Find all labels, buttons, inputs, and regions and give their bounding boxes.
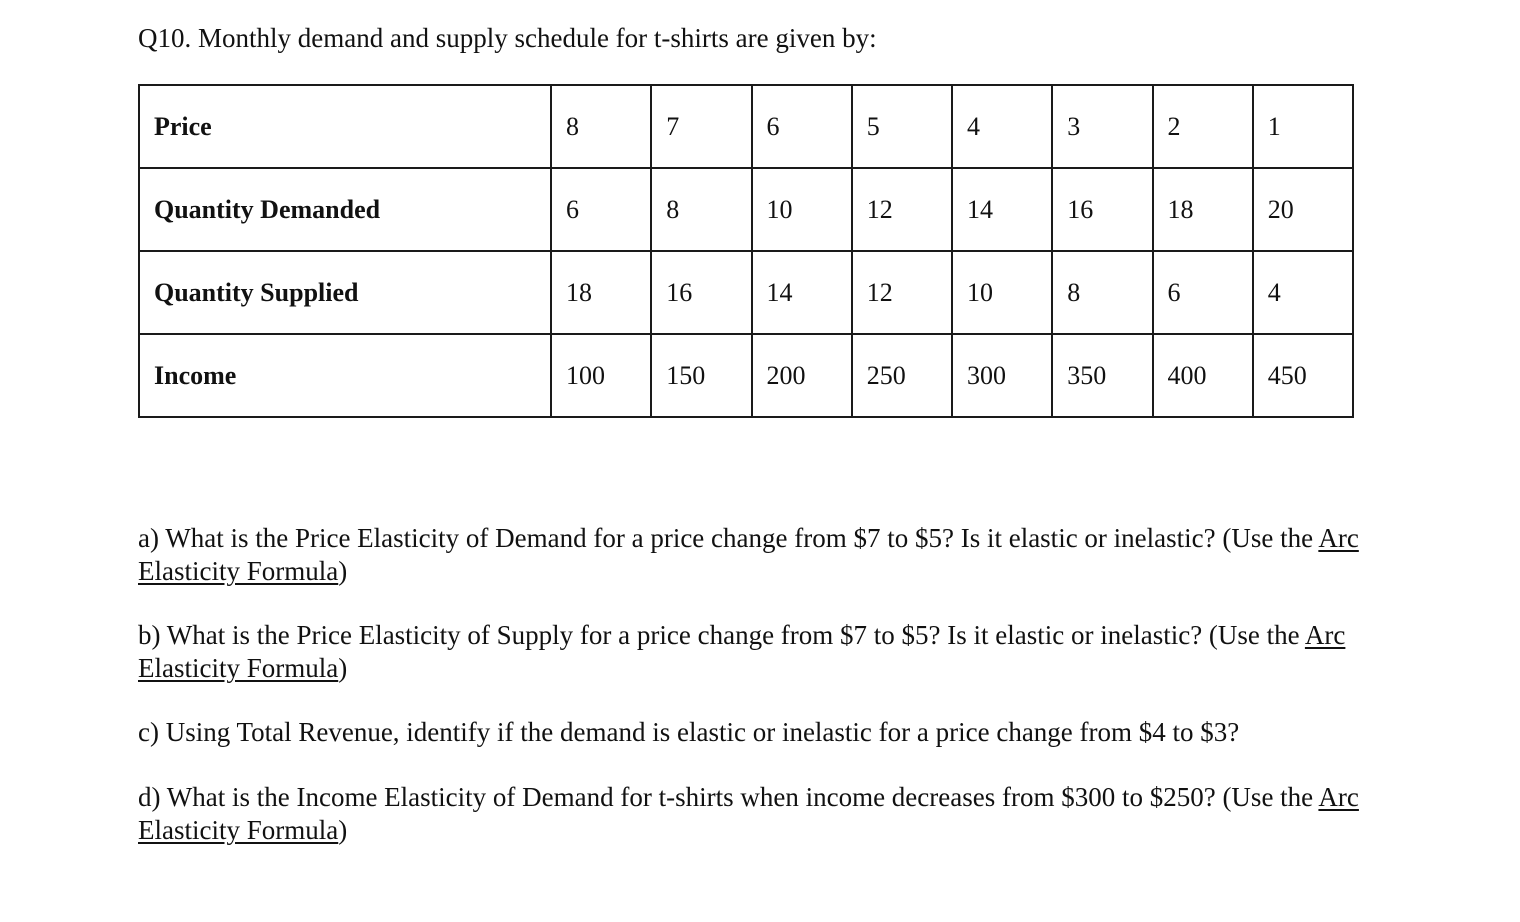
table-cell: 450 [1253,334,1353,417]
table-cell: 200 [752,334,852,417]
table-cell: 6 [551,168,651,251]
table-cell: 18 [1153,168,1253,251]
table-cell: 7 [651,85,751,168]
table-row [139,251,1353,334]
table-cell: 12 [852,168,952,251]
question-d-text: d) What is the Income Elasticity of Demand for t-shirts when income decreases from $300 to $250? (Use the [138,782,1319,812]
table-row [139,85,1353,168]
table-row [139,168,1353,251]
table-cell: 6 [1153,251,1253,334]
table-cell: 14 [752,251,852,334]
table-cell: 250 [852,334,952,417]
question-d-tail: ) [338,815,348,845]
question-b-formula: Arc Elasticity Formula [138,620,1346,683]
table-cell: 12 [852,251,952,334]
table-cell: 2 [1153,85,1253,168]
table-cell: 20 [1253,168,1353,251]
question-a-formula: Arc Elasticity Formula [138,523,1359,586]
table-cell: 10 [752,168,852,251]
table-cell: 14 [952,168,1052,251]
table-cell: 3 [1052,85,1152,168]
question-b-text: b) What is the Price Elasticity of Supply for a price change from $7 to $5? Is it elastic or inelastic? (Use the [138,620,1305,650]
row-label: Quantity Demanded [139,168,551,251]
question-heading: Q10. Monthly demand and supply schedule for t-shirts are given by: [138,23,877,53]
table-cell: 350 [1052,334,1152,417]
table-cell: 16 [1052,168,1152,251]
table-cell: 10 [952,251,1052,334]
schedule-table [138,84,1354,418]
question-a-text: a) What is the Price Elasticity of Demand for a price change from $7 to $5? Is it elastic or inelastic? (Use the [138,523,1319,553]
table-cell: 1 [1253,85,1353,168]
question-a-tail: ) [338,556,348,586]
question-b [138,619,1378,685]
question-d [138,781,1378,847]
row-label: Income [139,334,551,417]
table-cell: 300 [952,334,1052,417]
table-cell: 16 [651,251,751,334]
table-cell: 8 [551,85,651,168]
question-a [138,522,1378,588]
table-cell: 100 [551,334,651,417]
question-c [138,716,1378,749]
table-cell: 4 [952,85,1052,168]
table-cell: 8 [651,168,751,251]
table-cell: 4 [1253,251,1353,334]
table-cell: 18 [551,251,651,334]
table-cell: 5 [852,85,952,168]
table-cell: 400 [1153,334,1253,417]
row-label: Quantity Supplied [139,251,551,334]
table-row [139,334,1353,417]
question-d-formula: Arc Elasticity Formula [138,782,1359,845]
table-cell: 8 [1052,251,1152,334]
question-b-tail: ) [338,653,348,683]
question-c-text: c) Using Total Revenue, identify if the demand is elastic or inelastic for a price change from $4 to $3? [138,717,1240,747]
table-cell: 150 [651,334,751,417]
table-cell: 6 [752,85,852,168]
row-label: Price [139,85,551,168]
